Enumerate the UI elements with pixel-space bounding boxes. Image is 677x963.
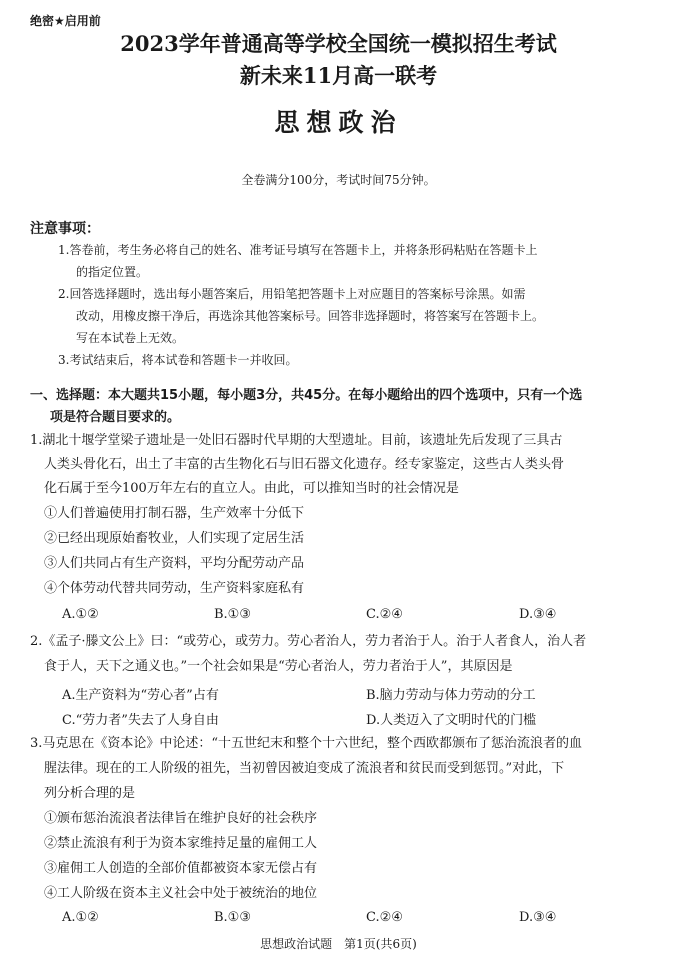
q3-statement-4: ④工人阶级在资本主义社会中处于被统治的地位 — [44, 886, 318, 901]
q3-option-c: C.②④ — [366, 910, 403, 925]
q2-option-a: A.生产资料为“劳心者”占有 — [62, 688, 219, 703]
section-heading: 一、选择题：本大题共15小题，每小题3分，共45分。在每小题给出的四个选项中，只有一个选 — [30, 388, 583, 403]
notice-item-2-cont2: 写在本试卷上无效。 — [76, 331, 185, 345]
q1-statement-2: ②已经出现原始畜牧业，人们实现了定居生活 — [44, 531, 305, 546]
notice-item-2: 2.回答选择题时，选出每小题答案后，用铅笔把答题卡上对应题目的答案标号涂黑。如需 — [58, 287, 526, 301]
notice-item-1-cont: 的指定位置。 — [76, 265, 149, 279]
q3-option-a: A.①② — [62, 910, 99, 925]
exam-subtitle: 新未来11月高一联考 — [239, 63, 438, 88]
q2-stem-line2: 食于人，天下之通义也。”一个社会如果是“劳心者治人，劳力者治于人”，其原因是 — [44, 659, 513, 674]
q2-option-d: D.人类迈入了文明时代的门槛 — [366, 713, 537, 728]
q2-option-b: B.脑力劳动与体力劳动的分工 — [366, 688, 536, 703]
exam-info: 全卷满分100分，考试时间75分钟。 — [241, 173, 436, 187]
q2-stem-line1: 2.《孟子·滕文公上》曰：“或劳心，或劳力。劳心者治人，劳力者治于人。治于人者食人，治人者 — [30, 634, 587, 649]
notice-item-2-cont: 改动，用橡皮擦干净后，再选涂其他答案标号。回答非选择题时，将答案写在答题卡上。 — [76, 309, 545, 323]
q1-stem-line1: 1.湖北十堰学堂梁子遗址是一处旧石器时代早期的大型遗址。目前，该遗址先后发现了三具古 — [30, 433, 563, 448]
q1-option-a: A.①② — [62, 607, 99, 622]
q1-option-c: C.②④ — [366, 607, 403, 622]
q1-stem-line2: 人类头骨化石，出土了丰富的古生物化石与旧石器文化遗存。经专家鉴定，这些古人类头骨 — [44, 457, 565, 472]
q1-option-b: B.①③ — [214, 607, 251, 622]
q3-statement-1: ①颁布惩治流浪者法律旨在维护良好的社会秩序 — [44, 811, 318, 826]
notice-heading: 注意事项： — [30, 221, 100, 237]
q3-stem-line1: 3.马克思在《资本论》中论述：“十五世纪末和整个十六世纪，整个西欧都颁布了惩治流浪者的血 — [30, 736, 583, 751]
page-footer: 思想政治试题 第1页(共6页) — [260, 937, 417, 951]
confidential-mark: 绝密★启用前 — [30, 14, 101, 28]
q3-option-d: D.③④ — [519, 910, 557, 925]
q2-option-c: C.“劳力者”失去了人身自由 — [62, 713, 219, 728]
q1-statement-4: ④个体劳动代替共同劳动，生产资料家庭私有 — [44, 581, 305, 596]
subject-title: 思想政治 — [274, 108, 403, 137]
q3-stem-line3: 列分析合理的是 — [44, 786, 136, 801]
q1-stem-line3: 化石属于至今100万年左右的直立人。由此，可以推知当时的社会情况是 — [44, 481, 459, 496]
q3-option-b: B.①③ — [214, 910, 251, 925]
q3-stem-line2: 腥法律。现在的工人阶级的祖先，当初曾因被迫变成了流浪者和贫民而受到惩罚。”对此，下 — [44, 761, 565, 776]
exam-title: 2023学年普通高等学校全国统一模拟招生考试 — [120, 31, 557, 56]
notice-item-3: 3.考试结束后，将本试卷和答题卡一并收回。 — [58, 353, 298, 367]
notice-item-1: 1.答卷前，考生务必将自己的姓名、准考证号填写在答题卡上，并将条形码粘贴在答题卡上 — [58, 243, 538, 257]
q1-statement-1: ①人们普遍使用打制石器，生产效率十分低下 — [44, 506, 305, 521]
q1-option-d: D.③④ — [519, 607, 557, 622]
q1-statement-3: ③人们共同占有生产资料，平均分配劳动产品 — [44, 556, 305, 571]
q3-statement-3: ③雇佣工人创造的全部价值都被资本家无偿占有 — [44, 861, 318, 876]
section-heading-cont: 项是符合题目要求的。 — [50, 410, 181, 425]
q3-statement-2: ②禁止流浪有利于为资本家维持足量的雇佣工人 — [44, 836, 318, 851]
